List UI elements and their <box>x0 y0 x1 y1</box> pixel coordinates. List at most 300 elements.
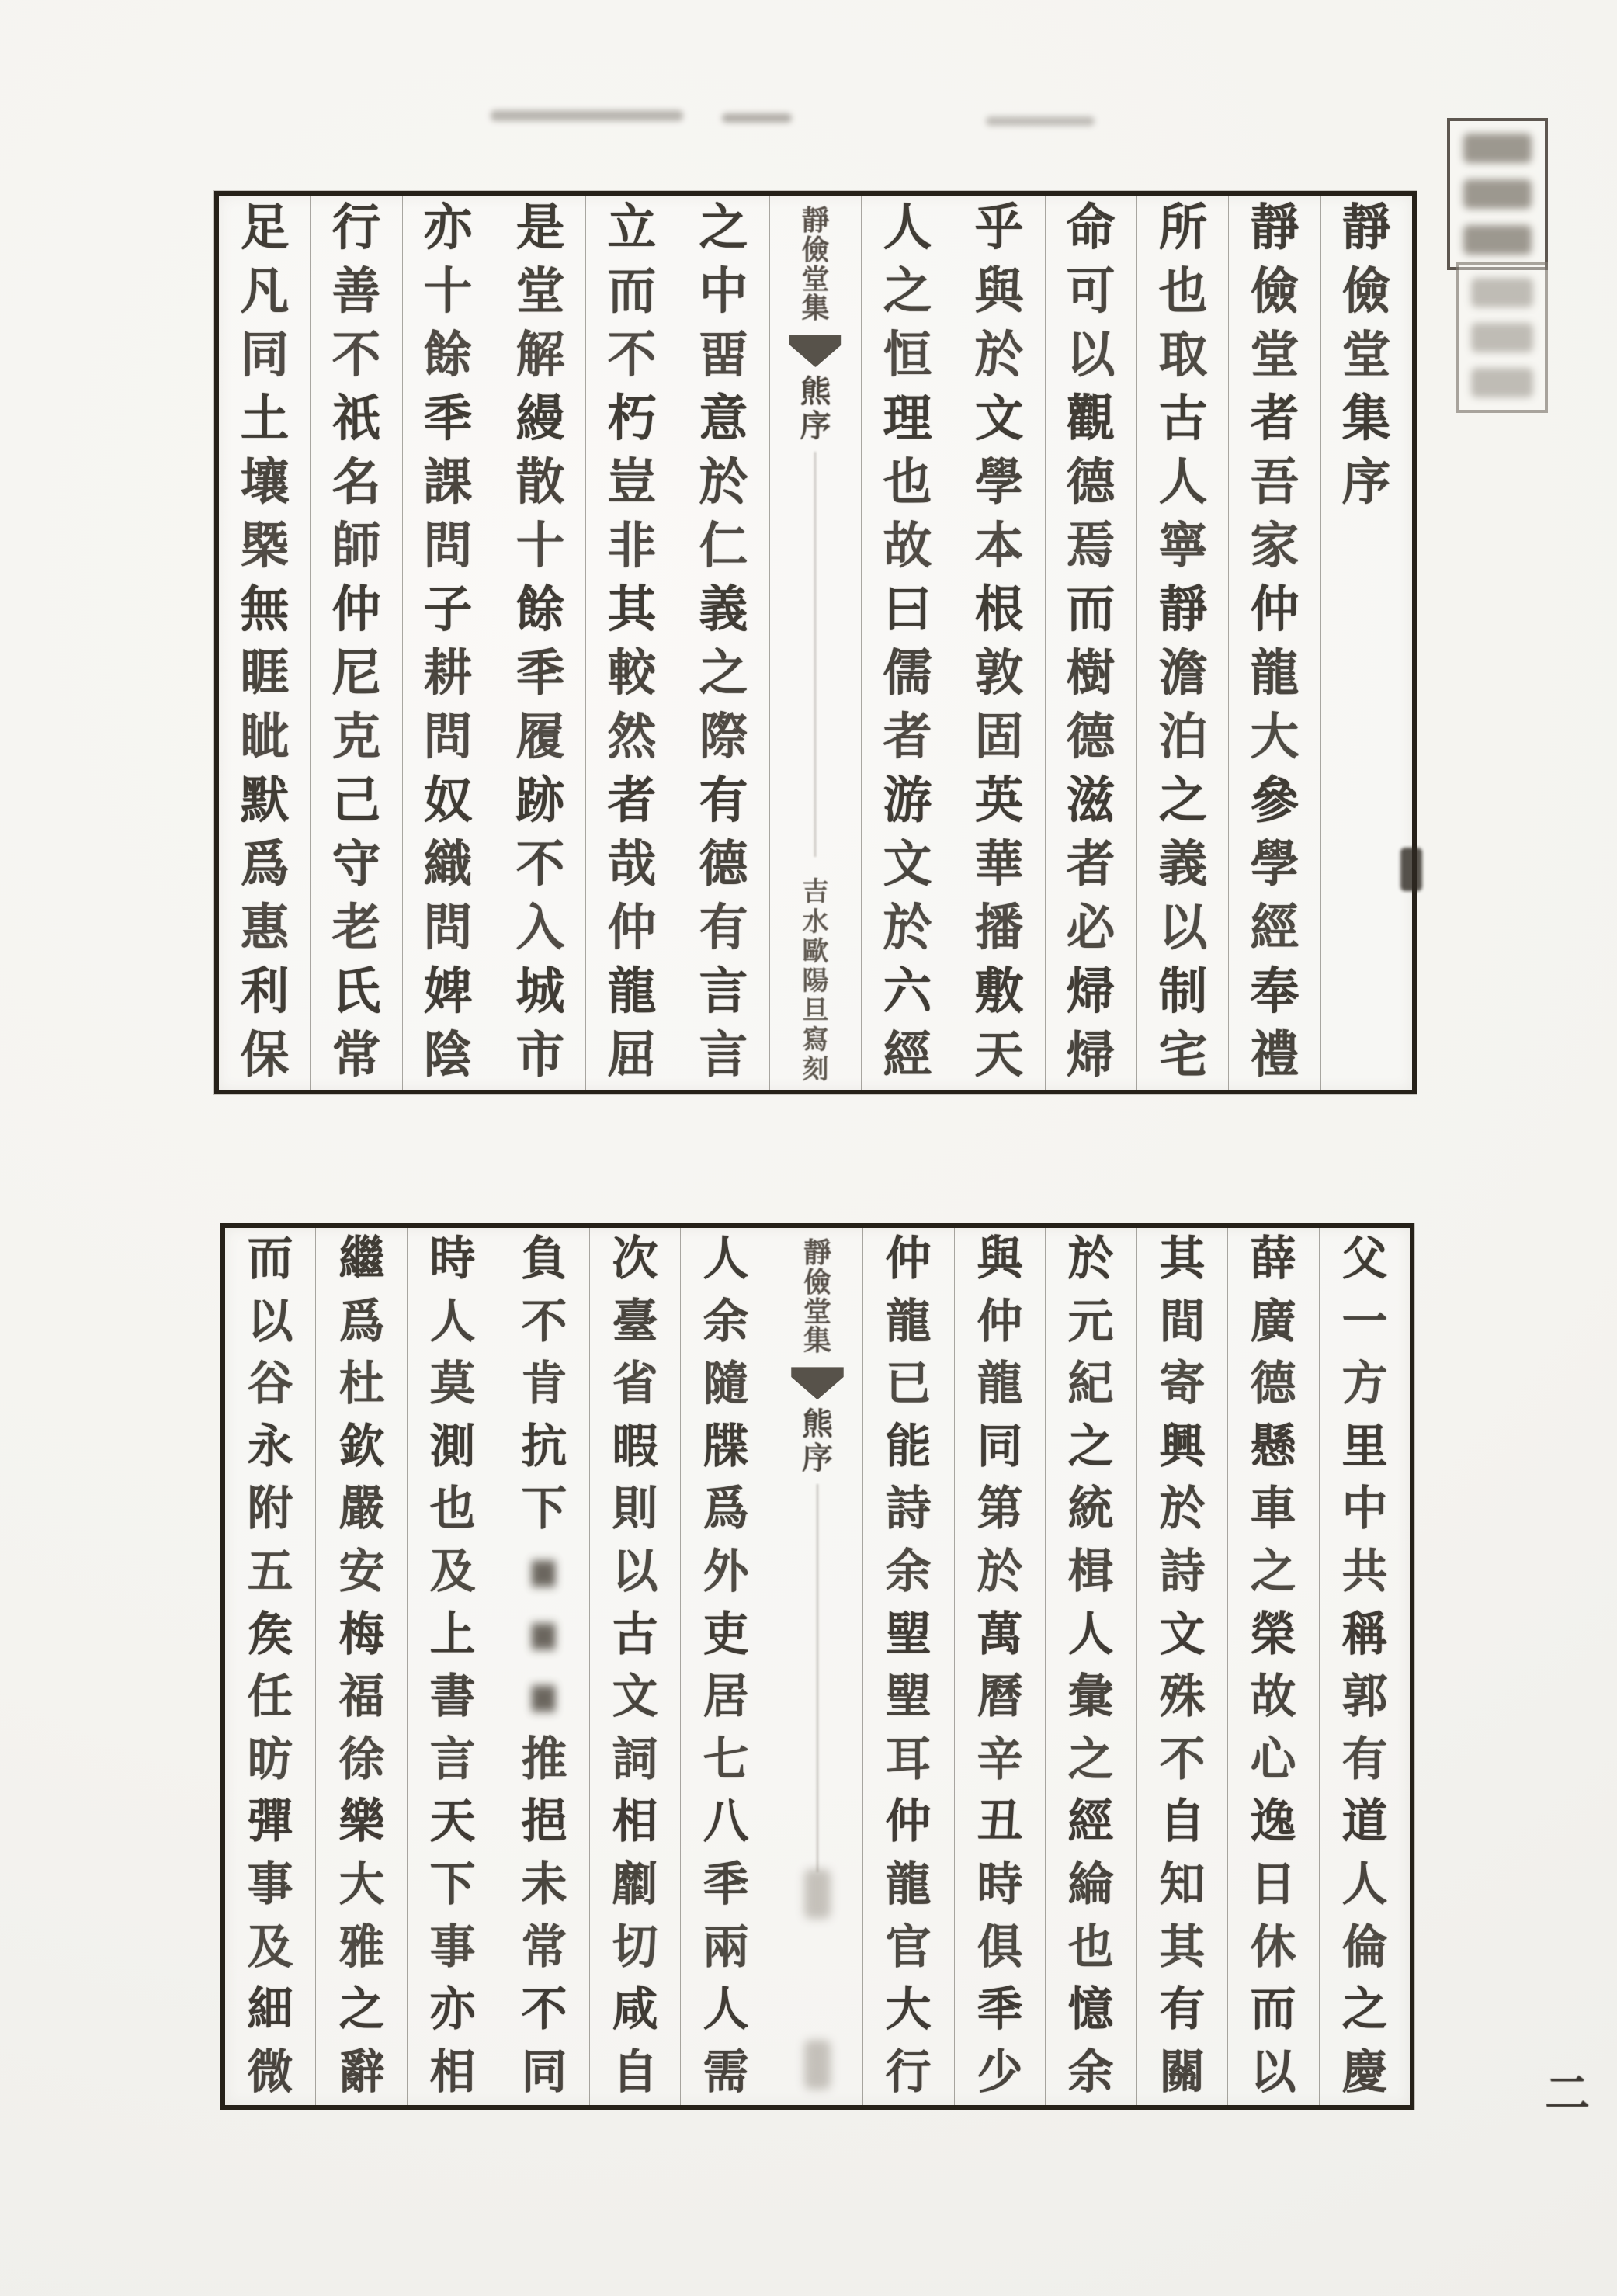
glyph: 余 <box>1067 2046 1114 2098</box>
glyph: 其 <box>607 582 657 637</box>
glyph: 俱 <box>977 1921 1023 1973</box>
glyph: 五 <box>247 1546 293 1598</box>
glyph: 龍 <box>1250 646 1299 701</box>
glyph: 仲 <box>977 1295 1023 1347</box>
glyph: 書 <box>429 1671 476 1723</box>
glyph: 儒 <box>883 646 932 701</box>
glyph: 秊 <box>703 1859 749 1911</box>
glyph: 靜 <box>1341 200 1391 255</box>
glyph: 丑 <box>977 1796 1023 1848</box>
glyph: 不 <box>607 328 657 383</box>
banxin-title-glyph: 儉 <box>801 234 830 265</box>
banxin-title-glyph: 集 <box>803 1325 831 1357</box>
inked-out-glyph: ■ <box>529 1667 559 1727</box>
glyph: 薛 <box>1250 1233 1296 1285</box>
glyph: 省 <box>612 1358 658 1410</box>
glyph: 奴 <box>423 773 473 828</box>
glyph: 經 <box>1250 900 1299 956</box>
text-column <box>1137 1228 1228 2105</box>
glyph: 嚴 <box>338 1483 385 1535</box>
glyph: 古 <box>1158 391 1208 446</box>
fishtail-icon <box>789 335 841 367</box>
glyph: 仲 <box>1250 582 1299 637</box>
glyph: 於 <box>699 455 748 510</box>
glyph: 憶 <box>1067 1984 1114 2036</box>
glyph: 於 <box>1067 1233 1114 1285</box>
glyph: 秊 <box>977 1984 1023 2036</box>
glyph: 之 <box>1067 1733 1114 1785</box>
glyph: 耕 <box>423 646 473 701</box>
glyph: 哉 <box>607 837 657 892</box>
glyph: 道 <box>1341 1796 1388 1848</box>
glyph: 泊 <box>1158 709 1208 765</box>
banxin-title-glyph: 儉 <box>803 1266 831 1298</box>
text-column <box>681 1228 772 2105</box>
glyph: 立 <box>607 200 657 255</box>
glyph: 履 <box>515 709 564 765</box>
glyph: 古 <box>612 1608 658 1660</box>
glyph: 統 <box>1067 1483 1114 1535</box>
glyph: 時 <box>429 1233 476 1285</box>
glyph: 其 <box>1159 1921 1206 1973</box>
text-column <box>408 1228 498 2105</box>
glyph: 恒 <box>883 328 932 383</box>
glyph: 豈 <box>607 455 657 510</box>
ink-blot <box>1400 848 1422 891</box>
glyph: 人 <box>1341 1859 1388 1911</box>
glyph: 固 <box>974 709 1024 765</box>
glyph: 曰 <box>883 582 932 637</box>
glyph: 耳 <box>886 1733 932 1785</box>
glyph: 而 <box>247 1233 293 1285</box>
glyph: 樂 <box>338 1796 385 1848</box>
glyph: 儉 <box>1250 264 1299 319</box>
glyph: 是 <box>515 200 564 255</box>
glyph: 解 <box>515 328 564 383</box>
glyph: 辭 <box>338 2046 385 2098</box>
glyph: 關 <box>1159 2046 1206 2098</box>
glyph: 焉 <box>1067 519 1116 574</box>
glyph: 詩 <box>886 1483 932 1535</box>
seal-glyph-blur <box>1471 278 1532 307</box>
ink-stain <box>986 116 1095 126</box>
text-column <box>590 1228 681 2105</box>
text-column <box>1046 196 1137 1090</box>
text-column <box>1137 196 1229 1090</box>
glyph: 梅 <box>338 1608 385 1660</box>
glyph: 樹 <box>1067 646 1116 701</box>
glyph: 播 <box>974 900 1024 956</box>
glyph: 土 <box>240 391 289 446</box>
glyph: 詩 <box>1159 1546 1206 1598</box>
glyph: 慶 <box>1341 2046 1388 2098</box>
glyph: 少 <box>977 2046 1023 2098</box>
text-column <box>1228 1228 1319 2105</box>
text-column <box>678 196 770 1090</box>
glyph: 人 <box>883 200 932 255</box>
glyph: 繼 <box>338 1233 385 1285</box>
glyph: 需 <box>703 2046 749 2098</box>
glyph: 已 <box>886 1358 932 1410</box>
glyph: 龍 <box>977 1358 1023 1410</box>
glyph: 本 <box>974 519 1024 574</box>
glyph: 昉 <box>247 1733 293 1785</box>
glyph: 華 <box>974 837 1024 892</box>
colophon-glyph: 刻 <box>802 1055 829 1084</box>
glyph: 默 <box>240 773 289 828</box>
glyph: 敷 <box>974 964 1024 1019</box>
glyph: 問 <box>423 519 473 574</box>
glyph: 谷 <box>247 1358 293 1410</box>
seal-glyph-blur <box>1463 179 1532 209</box>
glyph: 靜 <box>1158 582 1208 637</box>
glyph: 同 <box>977 1420 1023 1472</box>
glyph: 人 <box>429 1295 476 1347</box>
glyph: 挹 <box>521 1796 567 1848</box>
glyph: 利 <box>240 964 289 1019</box>
folio-number: 二 <box>1545 2069 1591 2119</box>
glyph: 寧 <box>1158 519 1208 574</box>
glyph: 中 <box>699 264 748 319</box>
text-column <box>498 1228 589 2105</box>
glyph: 於 <box>883 900 932 956</box>
glyph: 榮 <box>1250 1608 1296 1660</box>
banxin-book-title <box>803 1239 831 1356</box>
text-column <box>1229 196 1320 1090</box>
glyph: 父 <box>1341 1233 1388 1285</box>
text-column <box>953 196 1045 1090</box>
glyph: 命 <box>1067 200 1116 255</box>
glyph: 官 <box>886 1921 932 1973</box>
glyph: 爲 <box>703 1483 749 1535</box>
glyph: 故 <box>883 519 932 574</box>
glyph: 爲 <box>338 1295 385 1347</box>
glyph: 曆 <box>977 1671 1023 1723</box>
glyph: 方 <box>1341 1358 1388 1410</box>
glyph: 杜 <box>338 1358 385 1410</box>
glyph: 居 <box>703 1671 749 1723</box>
glyph: 織 <box>423 837 473 892</box>
banxin-section-label <box>802 1407 833 1476</box>
glyph: 宅 <box>1158 1028 1208 1083</box>
banxin-section-glyph: 熊 <box>801 1406 833 1442</box>
glyph: 不 <box>1159 1733 1206 1785</box>
glyph: 里 <box>1341 1420 1388 1472</box>
glyph: 稱 <box>1341 1608 1388 1660</box>
glyph: 之 <box>338 1984 385 2036</box>
glyph: 尼 <box>331 646 381 701</box>
banxin-book-title <box>801 206 829 324</box>
glyph: 德 <box>1067 455 1116 510</box>
text-column <box>219 196 311 1090</box>
glyph: 文 <box>612 1671 658 1723</box>
glyph: 永 <box>247 1420 293 1472</box>
glyph: 仲 <box>331 582 381 637</box>
glyph: 爲 <box>240 837 289 892</box>
colophon-glyph: 水 <box>802 907 829 937</box>
glyph: 仁 <box>699 519 748 574</box>
glyph: 理 <box>883 391 932 446</box>
glyph: 保 <box>240 1028 289 1083</box>
glyph: 之 <box>699 200 748 255</box>
glyph: 附 <box>247 1483 293 1535</box>
glyph: 堂 <box>515 264 564 319</box>
glyph: 克 <box>331 709 381 765</box>
ink-stain <box>722 113 792 123</box>
glyph: 也 <box>1067 1921 1114 1973</box>
glyph: 天 <box>429 1796 476 1848</box>
glyph: 者 <box>1067 837 1116 892</box>
glyph: 壤 <box>240 455 289 510</box>
inked-out-glyph: ■ <box>529 1604 559 1664</box>
glyph: 元 <box>1067 1295 1114 1347</box>
glyph: 之 <box>1067 1420 1114 1472</box>
text-column <box>1320 1228 1410 2105</box>
glyph: 游 <box>883 773 932 828</box>
glyph: 興 <box>1159 1420 1206 1472</box>
glyph: 師 <box>331 519 381 574</box>
glyph: 時 <box>977 1859 1023 1911</box>
glyph: 共 <box>1341 1546 1388 1598</box>
banxin-fold-column <box>772 1228 863 2105</box>
glyph: 紀 <box>1067 1358 1114 1410</box>
glyph: 不 <box>515 837 564 892</box>
glyph: 間 <box>1159 1295 1206 1347</box>
glyph: 亦 <box>429 1984 476 2036</box>
glyph: 澹 <box>1158 646 1208 701</box>
glyph: 名 <box>331 455 381 510</box>
seal-glyph-blur <box>1463 225 1532 255</box>
colophon-glyph: 吉 <box>802 878 829 907</box>
glyph: 不 <box>331 328 381 383</box>
glyph: 暇 <box>612 1420 658 1472</box>
glyph: 大 <box>886 1984 932 2036</box>
glyph: 槩 <box>240 519 289 574</box>
glyph: 寄 <box>1159 1358 1206 1410</box>
glyph: 散 <box>515 455 564 510</box>
glyph: 之 <box>1250 1546 1296 1598</box>
glyph: 不 <box>521 1984 567 2036</box>
glyph: 以 <box>247 1295 293 1347</box>
glyph: 縵 <box>515 391 564 446</box>
glyph: 義 <box>699 582 748 637</box>
glyph: 善 <box>331 264 381 319</box>
seal-glyph-blur <box>1463 134 1532 163</box>
seal-glyph-blur <box>1471 368 1532 397</box>
glyph: 休 <box>1250 1921 1296 1973</box>
glyph: 八 <box>703 1796 749 1848</box>
colophon-glyph: 陽 <box>802 966 829 996</box>
colophon-glyph: 歐 <box>802 937 829 966</box>
banxin-title-glyph: 集 <box>801 293 830 324</box>
glyph: 朽 <box>607 391 657 446</box>
colophon-glyph: 寫 <box>802 1025 829 1055</box>
glyph: 有 <box>699 773 748 828</box>
glyph: 能 <box>886 1420 932 1472</box>
text-column <box>311 196 402 1090</box>
glyph: 行 <box>886 2046 932 2098</box>
carver-colophon <box>770 878 861 1085</box>
banxin-section-label <box>800 375 831 443</box>
glyph: 余 <box>886 1546 932 1598</box>
glyph: 福 <box>338 1671 385 1723</box>
glyph: 較 <box>607 646 657 701</box>
glyph: 城 <box>515 964 564 1019</box>
glyph: 切 <box>612 1921 658 1973</box>
top-leaf-frame <box>214 191 1417 1094</box>
inked-out-glyph: ■ <box>529 1542 559 1601</box>
glyph: 睚 <box>240 646 289 701</box>
glyph: 於 <box>977 1546 1023 1598</box>
glyph: 隨 <box>703 1358 749 1410</box>
glyph: 故 <box>1250 1671 1296 1723</box>
glyph: 中 <box>1341 1483 1388 1535</box>
glyph: 負 <box>521 1233 567 1285</box>
glyph: 一 <box>1341 1295 1388 1347</box>
glyph: 學 <box>1250 837 1299 892</box>
text-column <box>955 1228 1046 2105</box>
glyph: 以 <box>1067 328 1116 383</box>
glyph: 與 <box>974 264 1024 319</box>
fold-crease <box>814 452 817 857</box>
glyph: 心 <box>1250 1733 1296 1785</box>
glyph: 於 <box>974 328 1024 383</box>
glyph: 乎 <box>974 200 1024 255</box>
glyph: 言 <box>699 1028 748 1083</box>
glyph: 安 <box>338 1546 385 1598</box>
glyph: 老 <box>331 900 381 956</box>
banxin-section-glyph: 熊 <box>800 374 831 410</box>
glyph: 序 <box>1341 455 1391 510</box>
glyph: 惠 <box>240 900 289 956</box>
glyph: 之 <box>699 646 748 701</box>
glyph: 氏 <box>331 964 381 1019</box>
glyph: 己 <box>331 773 381 828</box>
glyph: 所 <box>1158 200 1208 255</box>
glyph: 根 <box>974 582 1024 637</box>
banxin-section-glyph: 序 <box>801 1441 833 1476</box>
glyph: 觀 <box>1067 391 1116 446</box>
fishtail-icon <box>791 1367 844 1399</box>
glyph: 滋 <box>1067 773 1116 828</box>
glyph: 以 <box>612 1546 658 1598</box>
glyph: 咸 <box>612 1984 658 2036</box>
glyph: 德 <box>1250 1358 1296 1410</box>
glyph: 殊 <box>1159 1671 1206 1723</box>
glyph: 肯 <box>521 1358 567 1410</box>
glyph: 非 <box>607 519 657 574</box>
glyph: 楫 <box>1067 1546 1114 1598</box>
glyph: 市 <box>515 1028 564 1083</box>
colophon-glyph: 旦 <box>802 996 829 1025</box>
glyph: 以 <box>1250 2046 1296 2098</box>
glyph: 之 <box>1158 773 1208 828</box>
banxin-title-glyph: 靜 <box>801 205 830 236</box>
glyph: 儉 <box>1341 264 1391 319</box>
glyph: 次 <box>612 1233 658 1285</box>
glyph: 龍 <box>886 1295 932 1347</box>
glyph: 萬 <box>977 1608 1023 1660</box>
glyph: 德 <box>699 837 748 892</box>
glyph: 十 <box>515 519 564 574</box>
glyph: 徐 <box>338 1733 385 1785</box>
glyph: 學 <box>974 455 1024 510</box>
glyph: 可 <box>1067 264 1116 319</box>
glyph: 測 <box>429 1420 476 1472</box>
banxin-title-glyph: 堂 <box>803 1295 831 1327</box>
glyph: 仲 <box>886 1233 932 1285</box>
glyph: 懸 <box>1250 1420 1296 1472</box>
glyph: 㷌 <box>1067 1028 1116 1083</box>
glyph: 車 <box>1250 1483 1296 1535</box>
fold-crease <box>816 1484 818 1872</box>
glyph: 參 <box>1250 773 1299 828</box>
glyph: 龍 <box>607 964 657 1019</box>
glyph: 秊 <box>423 391 473 446</box>
glyph: 者 <box>1250 391 1299 446</box>
glyph: 人 <box>703 1984 749 2036</box>
glyph: 足 <box>240 200 289 255</box>
ink-stain <box>491 110 683 121</box>
glyph: 際 <box>699 709 748 765</box>
glyph: 未 <box>521 1859 567 1911</box>
glyph: 必 <box>1067 900 1116 956</box>
glyph: 者 <box>883 709 932 765</box>
glyph: 屈 <box>607 1028 657 1083</box>
glyph: 抗 <box>521 1420 567 1472</box>
glyph: 問 <box>423 900 473 956</box>
glyph: 知 <box>1159 1859 1206 1911</box>
banxin-section-glyph: 序 <box>800 408 831 444</box>
glyph: 以 <box>1158 900 1208 956</box>
glyph: 人 <box>1158 455 1208 510</box>
glyph: 人 <box>1067 1608 1114 1660</box>
glyph: 亦 <box>423 200 473 255</box>
bottom-leaf-frame <box>220 1223 1414 2110</box>
glyph: 吾 <box>1250 455 1299 510</box>
glyph: 七 <box>703 1733 749 1785</box>
text-column <box>586 196 678 1090</box>
glyph: 其 <box>1159 1233 1206 1285</box>
glyph: 英 <box>974 773 1024 828</box>
glyph: 彙 <box>1067 1671 1114 1723</box>
glyph: 同 <box>240 328 289 383</box>
banxin-title-glyph: 靜 <box>803 1237 831 1268</box>
glyph: 言 <box>429 1733 476 1785</box>
glyph: 外 <box>703 1546 749 1598</box>
glyph: 廣 <box>1250 1295 1296 1347</box>
glyph: 禮 <box>1250 1028 1299 1083</box>
glyph: 欽 <box>338 1420 385 1472</box>
glyph: 彈 <box>247 1796 293 1848</box>
glyph: 制 <box>1158 964 1208 1019</box>
glyph: 文 <box>1159 1608 1206 1660</box>
glyph: 義 <box>1158 837 1208 892</box>
text-column <box>1046 1228 1136 2105</box>
glyph: 六 <box>883 964 932 1019</box>
glyph: 陰 <box>423 1028 473 1083</box>
glyph: 也 <box>1158 264 1208 319</box>
text-column <box>316 1228 407 2105</box>
glyph: 人 <box>703 1233 749 1285</box>
glyph: 推 <box>521 1733 567 1785</box>
glyph: 倫 <box>1341 1921 1388 1973</box>
glyph: 也 <box>883 455 932 510</box>
glyph: 辛 <box>977 1733 1023 1785</box>
glyph: 之 <box>883 264 932 319</box>
glyph: 詞 <box>612 1733 658 1785</box>
glyph: 逸 <box>1250 1796 1296 1848</box>
